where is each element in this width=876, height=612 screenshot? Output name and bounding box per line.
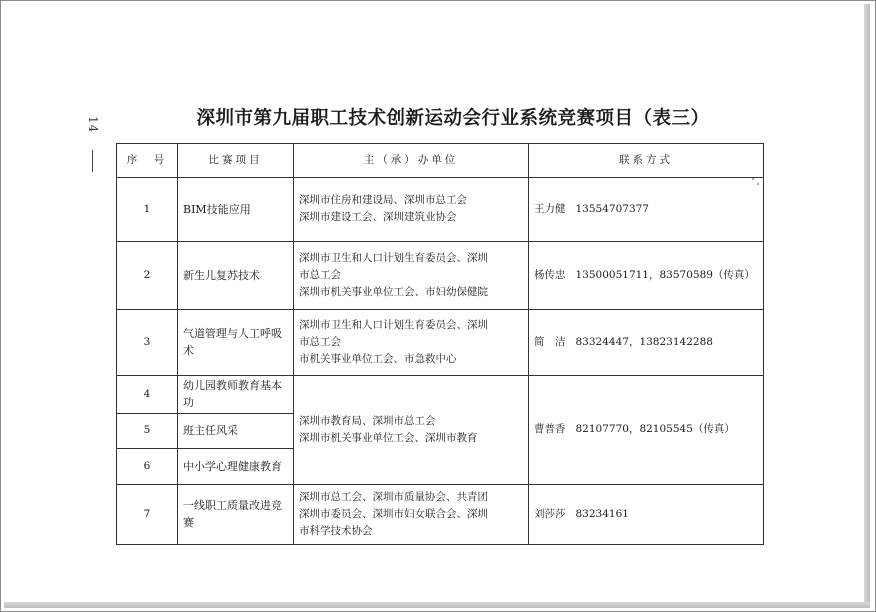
- organizer-line: 市科学技术协会: [299, 524, 373, 537]
- table-row: [117, 241, 764, 309]
- row-number: 1: [117, 177, 178, 241]
- page-title: 深圳市第九届职工技术创新运动会行业系统竞赛项目（表三）: [196, 108, 710, 129]
- event-name: 幼儿园教师教育基本功: [178, 376, 294, 414]
- page-shadow-right: [864, 4, 870, 606]
- header-contact: 联系方式: [529, 144, 764, 178]
- table-header-row: [117, 144, 764, 178]
- scan-speck: [757, 183, 759, 185]
- organizer-line: 深圳市总工会、深圳市质量协会、共青团: [299, 490, 488, 503]
- contact-phone: 13500051711，83570589（传真）: [575, 268, 755, 281]
- contact-phone: 83324447，13823142288: [575, 335, 713, 348]
- contact-phone: 82107770，82105545（传真）: [575, 423, 735, 436]
- contact-cell: [529, 241, 764, 309]
- organizer-line: 深圳市卫生和人口计划生育委员会、深圳: [299, 318, 488, 331]
- organizer-line: 深圳市建设工会、深圳建筑业协会: [299, 211, 457, 224]
- organizer-cell: [294, 309, 529, 375]
- table-row: [117, 376, 764, 414]
- organizer-cell: [294, 177, 529, 241]
- contact-cell: [529, 309, 764, 375]
- event-name: 班主任风采: [178, 413, 294, 449]
- row-number: 2: [117, 241, 178, 309]
- event-name: 中小学心理健康教育: [178, 449, 294, 485]
- organizer-cell: [294, 376, 529, 485]
- row-number: 3: [117, 309, 178, 375]
- organizer-line: 深圳市卫生和人口计划生育委员会、深圳: [299, 251, 488, 264]
- contact-name: 曹普香: [534, 423, 566, 436]
- header-event: 比赛项目: [178, 144, 294, 178]
- table-row: [117, 309, 764, 375]
- page-number-dash: [92, 150, 93, 172]
- organizer-cell: [294, 484, 529, 544]
- page-number: 14: [86, 116, 100, 134]
- contact-cell: [529, 484, 764, 544]
- organizer-line: 深圳市机关事业单位工会、市妇幼保健院: [299, 285, 488, 298]
- contact-cell: [529, 177, 764, 241]
- organizer-line: 深圳市机关事业单位工会、深圳市教育: [299, 431, 478, 444]
- row-number: 5: [117, 413, 178, 449]
- event-name: 一线职工质量改进竞赛: [178, 484, 294, 544]
- page-shadow-bottom: [4, 602, 870, 608]
- scan-speck: [752, 178, 754, 180]
- event-name: 新生儿复苏技术: [178, 241, 294, 309]
- contact-name: 刘莎莎: [534, 507, 566, 520]
- event-name: BIM技能应用: [178, 177, 294, 241]
- organizer-line: 市总工会: [299, 268, 341, 281]
- organizer-line: 深圳市教育局、深圳市总工会: [299, 414, 436, 427]
- event-name: 气道管理与人工呼吸术: [178, 309, 294, 375]
- row-number: 7: [117, 484, 178, 544]
- contact-phone: 13554707377: [575, 202, 649, 215]
- organizer-line: 市总工会: [299, 335, 341, 348]
- table-row: [117, 484, 764, 544]
- contact-name: 简 洁: [534, 335, 566, 348]
- row-number: 4: [117, 376, 178, 414]
- organizer-line: 市机关事业单位工会、市急救中心: [299, 352, 457, 365]
- header-no: 序 号: [117, 144, 178, 178]
- table-row: [117, 177, 764, 241]
- organizer-line: 深圳市住房和建设局、深圳市总工会: [299, 194, 467, 207]
- header-organizer: 主（承）办单位: [294, 144, 529, 178]
- contact-name: 王力健: [534, 202, 566, 215]
- contact-name: 杨传忠: [534, 268, 566, 281]
- organizer-cell: [294, 241, 529, 309]
- row-number: 6: [117, 449, 178, 485]
- organizer-line: 深圳市委员会、深圳市妇女联合会、深圳: [299, 507, 488, 520]
- contact-phone: 83234161: [575, 507, 629, 520]
- contact-cell: [529, 376, 764, 485]
- competition-table: [116, 143, 764, 545]
